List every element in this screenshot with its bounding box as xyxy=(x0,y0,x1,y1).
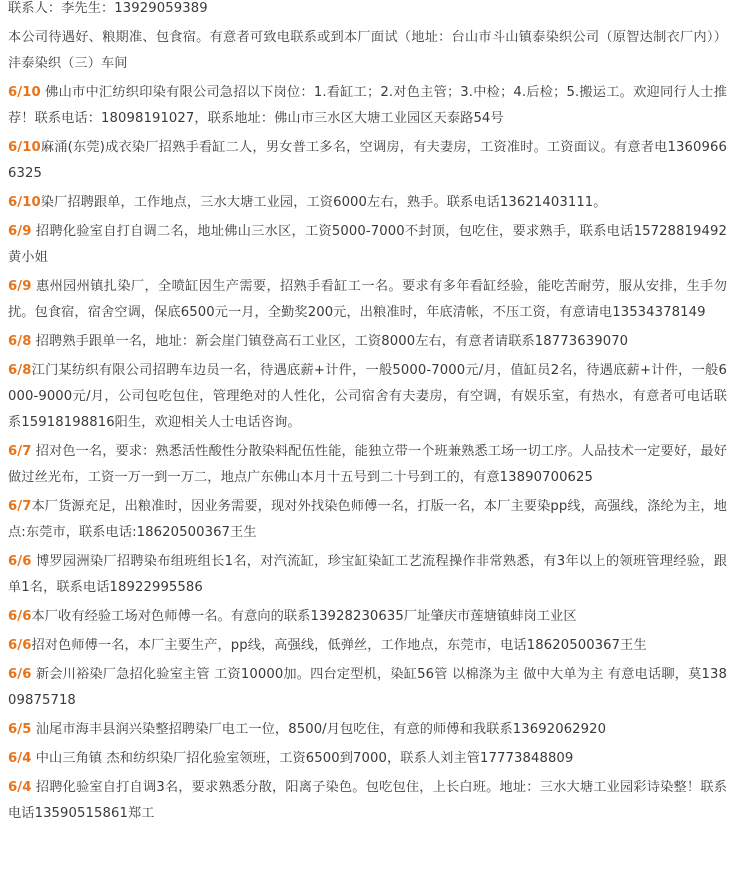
contact-line: 联系人：李先生：13929059389 xyxy=(8,1,208,16)
listing xyxy=(8,662,727,714)
listing-text: 新会川裕染厂急招化验室主管 工资10000加。四台定型机，染缸56管 以棉涤为主 做中大单为主 有意电话聊，莫13809875718 xyxy=(8,667,727,708)
listing-text: 汕尾市海丰县润兴染整招聘染厂电工一位，8500/月包吃住，有意的师傅和我联系13692062920 xyxy=(31,722,607,737)
listing-text: 招对色一名，要求：熟悉活性酸性分散染料配伍性能，能独立带一个班兼熟悉工场一切工序。人品技术一定要好，最好做过丝光布，工资一万一到一万二，地点广东佛山本月十五号到二十号到工的，有意13890700625 xyxy=(8,444,727,485)
listing xyxy=(8,135,727,187)
listing-text: 本厂货源充足，出粮准时，因业务需要，现对外找染色师傅一名，打版一名，本厂主要染pp线，高强线，涤纶为主，地点:东莞市，联系电话:18620500367王生 xyxy=(8,499,727,540)
listing-text: 染厂招聘跟单，工作地点，三水大塘工业园，工资6000左右，熟手。联系电话13621403111。 xyxy=(40,195,607,210)
listing xyxy=(8,604,727,630)
listing-text: 江门某纺织有限公司招聘车边员一名，待遇底薪+计件，一般5000-7000元/月，值缸员2名，待遇底薪+计件，一般6000-9000元/月，公司包吃包住，管理绝对的人性化，公司宿舍有夫妻房，有空调，有娱乐室，有热水，有意者可电话联系15918198816阳生，欢迎相关人士电话咨询。 xyxy=(8,363,727,430)
listing-text: 招聘化验室自打自调二名，地址佛山三水区，工资5000-7000不封顶，包吃住，要求熟手，联系电话15728819492黄小姐 xyxy=(8,224,727,265)
listing-date: 6/6 xyxy=(8,554,32,569)
listing xyxy=(8,80,727,132)
listing-text: 博罗园洲染厂招聘染布组班组长1名，对汽流缸，珍宝缸染缸工艺流程操作非常熟悉，有3年以上的领班管理经验，跟单1名，联系电话18922995586 xyxy=(8,554,727,595)
listing-date: 6/7 xyxy=(8,444,32,459)
listing xyxy=(8,219,727,271)
listing-text: 佛山市中汇纺织印染有限公司急招以下岗位：1.看缸工；2.对色主管；3.中检；4.后检；5.搬运工。欢迎同行人士推荐！联系电话：18098191027，联系地址：佛山市三水区大塘工业园区天泰路54号 xyxy=(8,85,727,126)
listing xyxy=(8,549,727,601)
listing-date: 6/10 xyxy=(8,85,41,100)
listing-text: 招对色师傅一名，本厂主要生产，pp线，高强线，低弹丝，工作地点，东莞市，电话18620500367王生 xyxy=(31,638,647,653)
listing xyxy=(8,358,727,436)
listing-date: 6/4 xyxy=(8,780,32,795)
listing-date: 6/7 xyxy=(8,499,32,514)
listing xyxy=(8,190,727,216)
listing-date: 6/9 xyxy=(8,224,32,239)
listing xyxy=(8,717,727,743)
listing-text: 麻涌(东莞)成衣染厂招熟手看缸二人，男女普工多名，空调房，有夫妻房，工资准时。工资面议。有意者电13609666325 xyxy=(8,140,727,181)
listing-text: 招聘化验室自打自调3名，要求熟悉分散，阳离子染色。包吃包住，上长白班。地址：三水大塘工业园彩诗染整！联系电话13590515861郑工 xyxy=(8,780,727,821)
listing xyxy=(8,633,727,659)
listing-date: 6/6 xyxy=(8,638,32,653)
listing xyxy=(8,494,727,546)
listing-date: 6/9 xyxy=(8,279,32,294)
intro-paragraph: 本公司待遇好、粮期准、包食宿。有意者可致电联系或到本厂面试（地址：台山市斗山镇泰染织公司（原智达制衣厂内））沣泰染织（三）车间 xyxy=(8,30,727,71)
listing xyxy=(8,274,727,326)
listing-date: 6/5 xyxy=(8,722,32,737)
listing xyxy=(8,775,727,827)
listing-text: 本厂收有经验工场对色师傅一名。有意向的联系13928230635厂址肇庆市莲塘镇蚌岗工业区 xyxy=(31,609,577,624)
listing xyxy=(8,439,727,491)
listing-date: 6/8 xyxy=(8,334,32,349)
listing-date: 6/6 xyxy=(8,609,32,624)
listing-date: 6/10 xyxy=(8,195,41,210)
listing xyxy=(8,746,727,772)
listing-text: 中山三角镇 杰和纺织染厂招化验室领班，工资6500到7000，联系人刘主管17773848809 xyxy=(31,751,574,766)
listing-date: 6/10 xyxy=(8,140,41,155)
listing xyxy=(8,329,727,355)
listing-text: 惠州园州镇扎染厂，全喷缸因生产需要，招熟手看缸工一名。要求有多年看缸经验，能吃苦耐劳，服从安排，生手勿扰。包食宿，宿舍空调，保底6500元一月，全勤奖200元，出粮准时，年底清帐，不压工资，有意请电13534378149 xyxy=(8,279,727,320)
listing-text: 招聘熟手跟单一名，地址：新会崖门镇登高石工业区，工资8000左右，有意者请联系18773639070 xyxy=(31,334,629,349)
listing-date: 6/6 xyxy=(8,667,32,682)
listing-date: 6/4 xyxy=(8,751,32,766)
listing-date: 6/8 xyxy=(8,363,32,378)
